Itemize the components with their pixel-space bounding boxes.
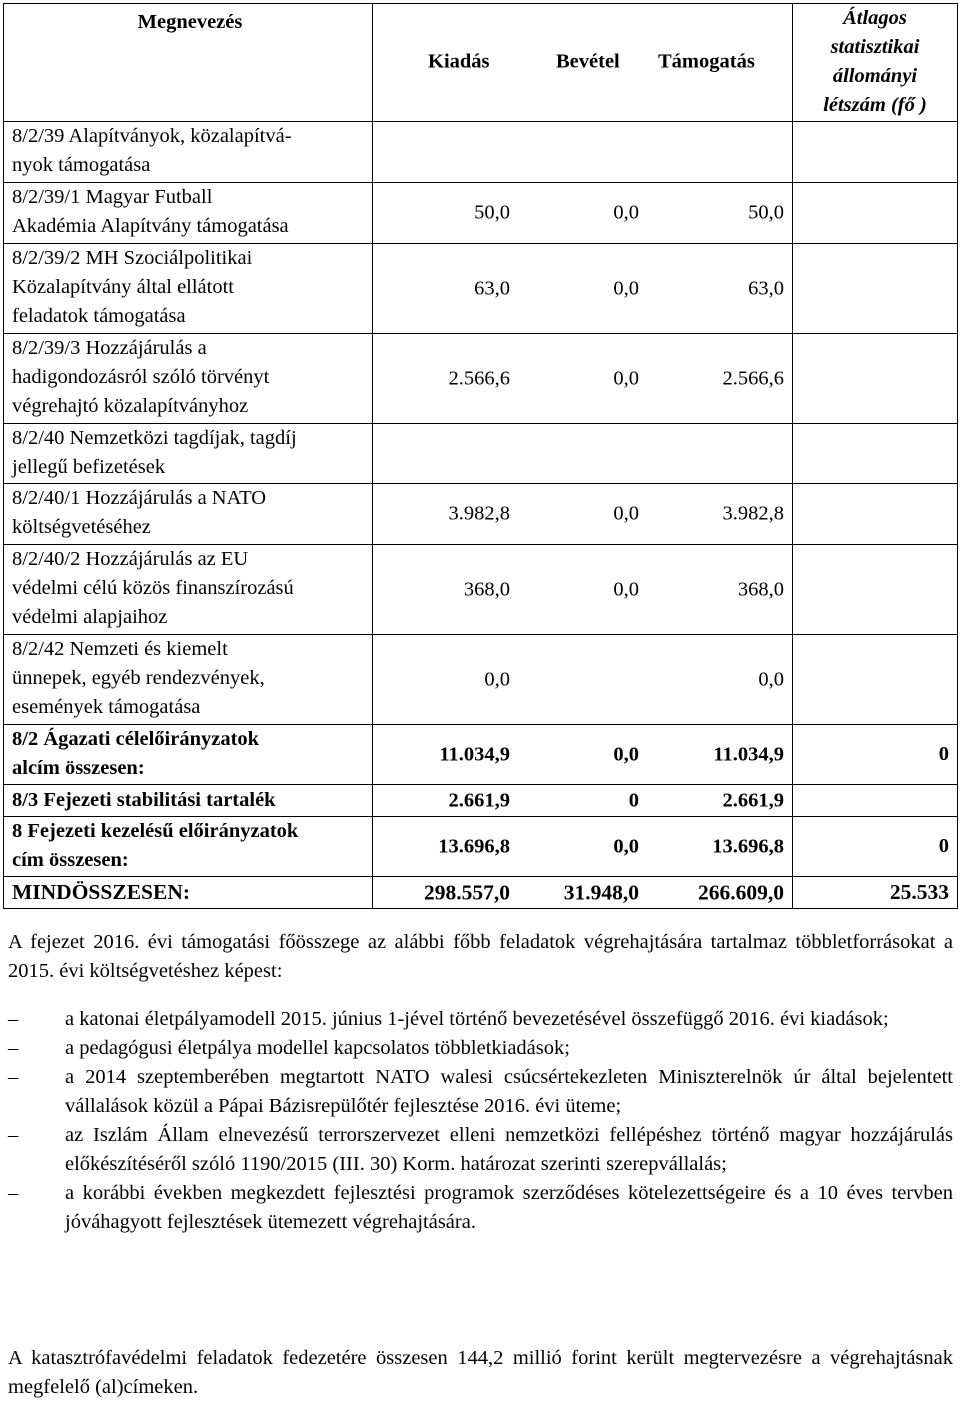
- cell-bevetel: 31.948,0: [563, 880, 639, 904]
- cell-bevetel: 0,0: [613, 743, 639, 765]
- table-row: [4, 122, 958, 183]
- cell-tamogatas: 2.661,9: [722, 789, 784, 811]
- cell-bevetel: 0,0: [613, 835, 639, 857]
- cell-tamogatas: 3.982,8: [722, 502, 784, 525]
- table-row: [4, 817, 958, 877]
- bullet-dash: –: [8, 1124, 19, 1146]
- cell-tamogatas: 11.034,9: [713, 743, 784, 765]
- row-name: 8 Fejezeti kezelésű előirányzatok cím összesen:: [4, 817, 373, 877]
- header-tamogatas: Támogatás: [658, 50, 755, 73]
- bullet-dash: –: [8, 1066, 19, 1088]
- table-row: [4, 877, 958, 909]
- header-letszam: Átlagos statisztikai állományi létszám (fő ): [793, 4, 958, 122]
- cell-bevetel: 0,0: [613, 578, 639, 600]
- header-bevetel: Bevétel: [556, 50, 620, 73]
- cell-kiadas: 0,0: [484, 668, 510, 690]
- table-row: [4, 484, 958, 545]
- cell-letszam: [793, 334, 958, 424]
- row-name: MINDÖSSZESEN:: [4, 877, 373, 909]
- row-name: 8/2/40/1 Hozzájárulás a NATO költségvetéséhez: [4, 484, 373, 545]
- table-row: [4, 244, 958, 334]
- bullet-item: – a pedagógusi életpálya modellel kapcsolatos többletkiadások;: [8, 1034, 953, 1063]
- cell-bevetel: 0,0: [613, 502, 639, 525]
- cell-kiadas: 2.661,9: [448, 789, 510, 811]
- cell-letszam: [793, 122, 958, 183]
- cell-letszam: 0: [793, 817, 958, 877]
- cell-tamogatas: 368,0: [737, 578, 784, 600]
- row-name: 8/2/40 Nemzetközi tagdíjak, tagdíj jellegű befizetések: [4, 424, 373, 484]
- cell-tamogatas: 63,0: [748, 277, 784, 299]
- table-row: [4, 334, 958, 424]
- budget-table: [3, 3, 958, 909]
- header-kiadas: Kiadás: [428, 50, 490, 73]
- cell-kiadas: 50,0: [474, 201, 510, 224]
- row-name: 8/2 Ágazati célelőirányzatok alcím összesen:: [4, 725, 373, 785]
- row-name: 8/2/40/2 Hozzájárulás az EU védelmi célú közös finanszírozású védelmi alapjaihoz: [4, 545, 373, 635]
- closing-paragraph: A katasztrófavédelmi feladatok fedezetére összesen 144,2 millió forint került megtervezésre a végrehajtásnak megfelelő (al)címeken.: [8, 1347, 953, 1398]
- bullet-item: – a 2014 szeptemberében megtartott NATO walesi csúcsértekezleten Miniszterelnök úr által bejelentett vállalások közül a Pápai Bázisrepülőtér fejlesztése 2016. évi üteme;: [8, 1063, 953, 1121]
- cell-letszam: [793, 785, 958, 817]
- table-row: [4, 725, 958, 785]
- cell-tamogatas: 266.609,0: [698, 880, 784, 904]
- table-row: [4, 183, 958, 244]
- cell-letszam: [793, 545, 958, 635]
- cell-kiadas: 2.566,6: [448, 367, 510, 389]
- cell-tamogatas: 50,0: [748, 201, 784, 224]
- bullet-item: – a katonai életpályamodell 2015. június 1-jével történő bevezetésével összefüggő 2016. évi kiadások;: [8, 1005, 953, 1034]
- bullet-item: – a korábbi években megkezdett fejlesztési programok szerződéses kötelezettségeire és a 10 éves tervben jóváhagyott fejlesztések ütemezett végrehajtására.: [8, 1179, 953, 1237]
- row-name: 8/2/39/2 MH Szociálpolitikai Közalapítvány által ellátott feladatok támogatása: [4, 244, 373, 334]
- cell-kiadas: 368,0: [463, 578, 510, 600]
- table-row: [4, 424, 958, 484]
- cell-kiadas: 298.557,0: [424, 880, 510, 904]
- cell-letszam: 25.533: [793, 877, 958, 909]
- cell-kiadas: 63,0: [474, 277, 510, 299]
- row-name: 8/2/39 Alapítványok, közalapítvá- nyok támogatása: [4, 122, 373, 183]
- cell-letszam: [793, 635, 958, 725]
- bullet-item: – az Iszlám Állam elnevezésű terrorszervezet elleni nemzetközi fellépéshez történő magyar hozzájárulás előkészítéséről szóló 1190/2015 (III. 30) Korm. határozat szerinti szerepvállalás;: [8, 1121, 953, 1179]
- table-row: [4, 785, 958, 817]
- table-row: [4, 635, 958, 725]
- cell-tamogatas: 0,0: [758, 668, 784, 690]
- cell-letszam: [793, 183, 958, 244]
- row-name: 8/2/39/3 Hozzájárulás a hadigondozásról szóló törvényt végrehajtó közalapítványhoz: [4, 334, 373, 424]
- row-name: 8/3 Fejezeti stabilitási tartalék: [4, 785, 373, 817]
- cell-letszam: [793, 244, 958, 334]
- bullet-dash: –: [8, 1008, 19, 1030]
- bullet-list: [8, 1005, 953, 1237]
- cell-bevetel: 0,0: [613, 277, 639, 299]
- cell-kiadas: 13.696,8: [438, 835, 510, 857]
- cell-bevetel: 0: [628, 789, 639, 811]
- bullet-dash: –: [8, 1182, 19, 1204]
- header-name: Megnevezés: [4, 4, 373, 122]
- cell-tamogatas: 2.566,6: [722, 367, 784, 389]
- cell-kiadas: 3.982,8: [448, 502, 510, 525]
- cell-letszam: [793, 484, 958, 545]
- table-header-row: [4, 4, 958, 122]
- table-row: [4, 545, 958, 635]
- row-name: 8/2/42 Nemzeti és kiemelt ünnepek, egyéb rendezvények, események támogatása: [4, 635, 373, 725]
- intro-paragraph: A fejezet 2016. évi támogatási főösszege az alábbi főbb feladatok végrehajtására tartalmaz többletforrásokat a 2015. évi költségvetéshez képest:: [8, 931, 953, 982]
- cell-kiadas: 11.034,9: [439, 743, 510, 765]
- cell-letszam: [793, 424, 958, 484]
- bullet-dash: –: [8, 1037, 19, 1059]
- cell-tamogatas: 13.696,8: [712, 835, 784, 857]
- cell-letszam: 0: [793, 725, 958, 785]
- cell-bevetel: 0,0: [613, 201, 639, 224]
- row-name: 8/2/39/1 Magyar Futball Akadémia Alapítvány támogatása: [4, 183, 373, 244]
- cell-bevetel: 0,0: [613, 367, 639, 389]
